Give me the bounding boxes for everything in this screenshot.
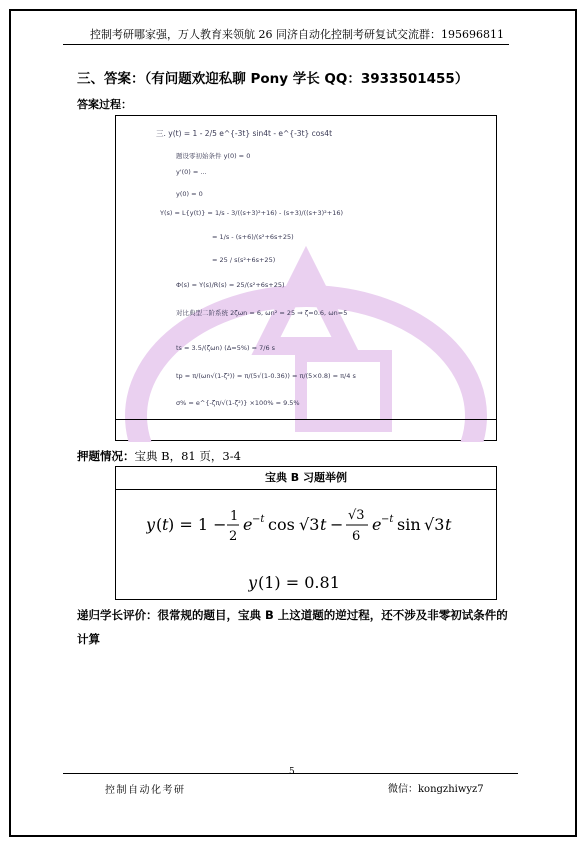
image-separator xyxy=(116,419,496,420)
page-number: 5 xyxy=(289,767,295,777)
svg-text:√3: √3 xyxy=(348,508,365,523)
example-equation-1 xyxy=(146,502,466,552)
hw-line-7: = 25 / s(s²+6s+25) xyxy=(212,256,276,264)
hw-line-9: 对比典型二阶系统 2ζωn = 6, ωn² = 25 ⇒ ζ=0.6, ωn=5 xyxy=(176,309,348,317)
hw-line-6: = 1/s - (s+6)/(s²+6s+25) xyxy=(212,233,294,241)
footer-left: 控制自动化考研 xyxy=(105,785,186,796)
svg-text:−t: −t xyxy=(381,514,394,525)
equation-1-graphic xyxy=(146,502,466,548)
hw-line-1: 三. y(t) = 1 - 2/5 e^{-3t} sin4t - e^{-3t} cos4t xyxy=(156,129,333,138)
handwritten-solution-image xyxy=(115,115,497,441)
hw-line-10: ts = 3.5/(ζωn) (Δ=5%) = 7/6 s xyxy=(176,344,276,352)
example-equation-2 xyxy=(248,570,348,598)
hw-line-5: Y(s) = L{y(t)} = 1/s - 3/((s+3)²+16) - (s+3)/((s+3)²+16) xyxy=(160,209,344,217)
prediction-value: 宝典 B，81 页，3-4 xyxy=(134,449,241,463)
svg-text:t: t xyxy=(162,515,169,534)
section-title: 三、答案：（有问题欢迎私聊 Pony 学长 QQ：3933501455） xyxy=(77,71,469,87)
svg-text:sin: sin xyxy=(397,515,421,534)
svg-text:(1) = 0.81: (1) = 0.81 xyxy=(258,573,340,592)
svg-text:y: y xyxy=(146,515,156,534)
svg-text:6: 6 xyxy=(352,529,361,544)
svg-text:√3: √3 xyxy=(299,515,320,534)
svg-text:−: − xyxy=(330,515,344,534)
hw-line-2: 题设零初始条件 y(0) = 0 xyxy=(176,152,251,160)
senior-comment: 递归学长评价：很常规的题目，宝典 B 上这道题的逆过程，还不涉及非零初试条件的计算 xyxy=(77,608,508,646)
example-title: 宝典 B 习题举例 xyxy=(116,467,496,490)
svg-text:√3: √3 xyxy=(424,515,445,534)
svg-text:cos: cos xyxy=(268,515,295,534)
hw-line-11: tp = π/(ωn√(1-ζ²)) = π/(5√(1-0.36)) = π/(5×0.8) = π/4 s xyxy=(176,372,356,380)
hw-line-4: y(0) = 0 xyxy=(176,190,203,198)
footer-rule xyxy=(63,773,518,774)
page-header: 控制考研哪家强，万人教育来领航 26 同济自动化控制考研复试交流群：195696811 xyxy=(90,28,504,41)
svg-text:1: 1 xyxy=(230,509,239,524)
svg-text:t: t xyxy=(445,515,452,534)
prediction-status xyxy=(77,448,241,464)
svg-text:y: y xyxy=(248,573,258,592)
svg-text:t: t xyxy=(320,515,327,534)
svg-text:(: ( xyxy=(156,515,163,534)
svg-text:e: e xyxy=(372,515,382,534)
svg-text:e: e xyxy=(243,515,253,534)
process-label: 答案过程： xyxy=(77,98,132,111)
svg-text:−t: −t xyxy=(252,514,265,525)
svg-text:2: 2 xyxy=(229,529,238,544)
header-rule xyxy=(63,44,509,45)
equation-2-graphic xyxy=(248,570,348,594)
svg-text:) = 1 −: ) = 1 − xyxy=(168,515,227,534)
example-box xyxy=(115,466,497,600)
footer-right: 微信：kongzhiwyz7 xyxy=(388,784,484,795)
watermark-logo xyxy=(116,116,498,442)
prediction-label: 押题情况： xyxy=(77,449,135,463)
hw-line-8: Φ(s) = Y(s)/R(s) = 25/(s²+6s+25) xyxy=(176,281,285,289)
hw-line-3: y'(0) = ... xyxy=(176,168,207,176)
hw-line-12: σ% = e^{-ζπ/√(1-ζ²)} ×100% = 9.5% xyxy=(176,399,300,407)
